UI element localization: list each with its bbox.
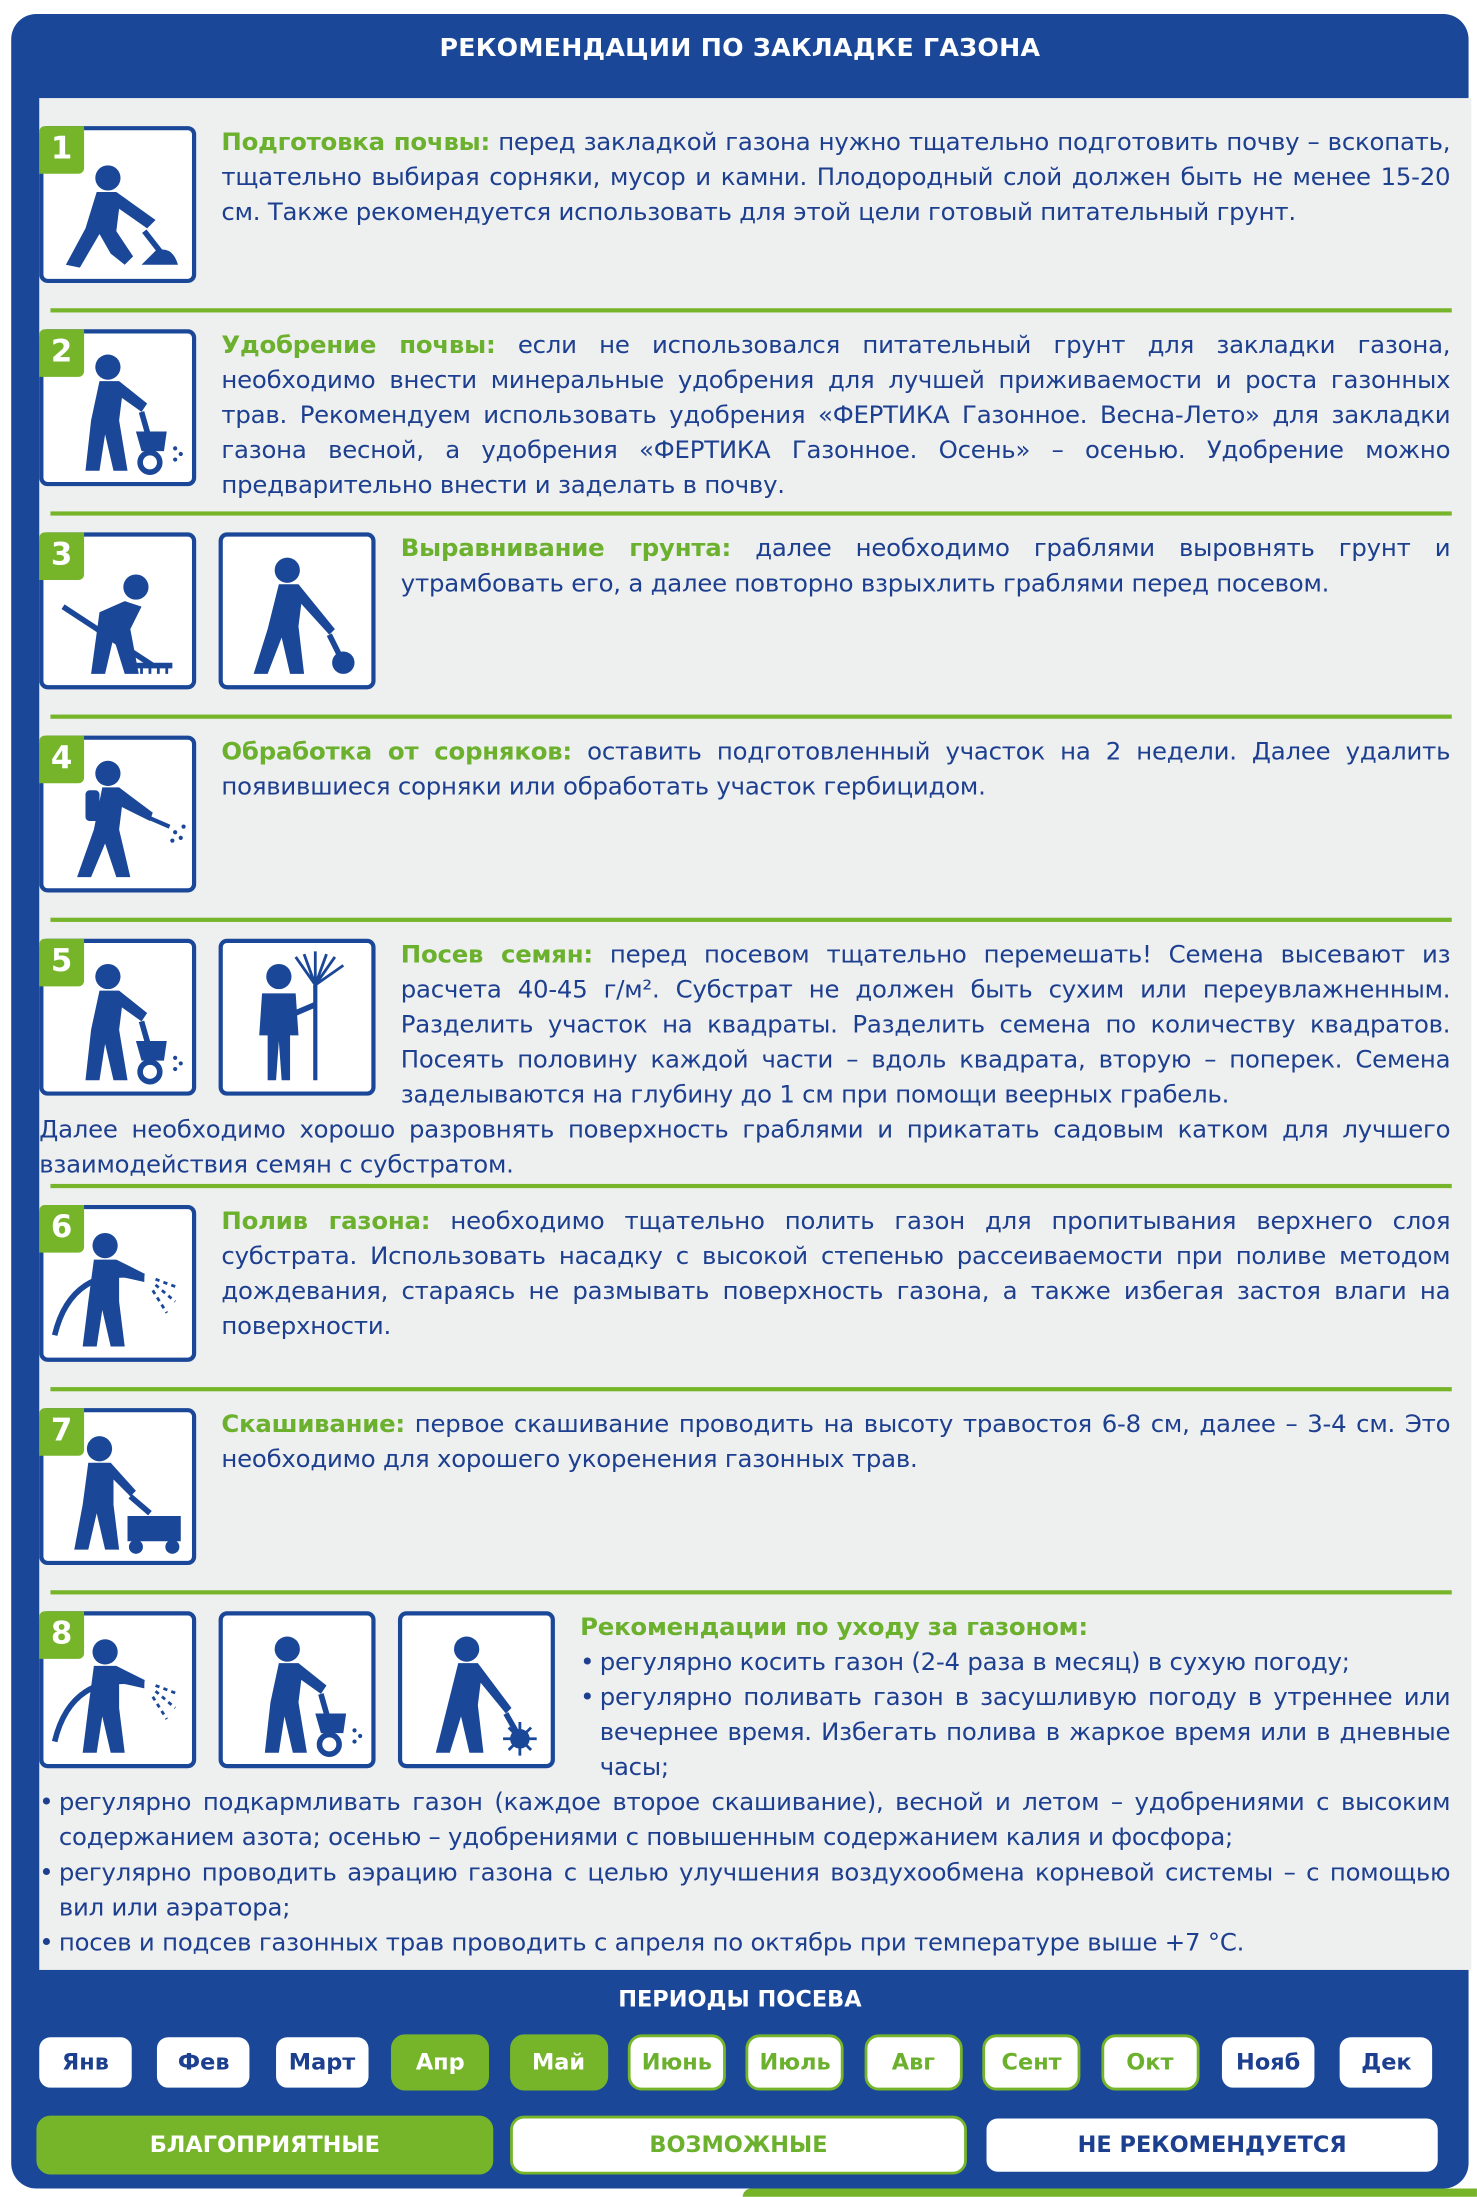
step-body: если не использовался питательный грунт для закладки газона, необходимо внести минеральные удобрения для лучшей приживаемости и роста газонных трав. Рекомендуем использовать удобрения «ФЕРТИКА Газонное. Весна-Лето» для закладки газона весной, а удобрения «ФЕРТИКА Газонное. Осень» – осенью. Удобрение можно предварительно внести и заделать в почву. xyxy=(221,332,1451,501)
step-heading: Рекомендации по уходу за газоном: xyxy=(580,1614,1088,1643)
step-heading: Скашивание: xyxy=(221,1410,405,1439)
step-body: первое скашивание проводить на высоту травостоя 6-8 см, далее – 3-4 см. Это необходимо для хорошего укоренения газонных трав. xyxy=(221,1410,1451,1474)
raking-person-icon xyxy=(43,537,192,686)
care-list-bottom xyxy=(39,1786,1450,1961)
month-4: Апр xyxy=(391,2034,489,2090)
legend-not-recommended: НЕ РЕКОМЕНДУЕТСЯ xyxy=(984,2116,1441,2175)
step-text xyxy=(580,1611,1450,1786)
divider xyxy=(50,308,1451,312)
list-item: • регулярно поливать газон в засушливую погоду в утреннее или вечернее время. Избегать полива в жаркое время или в дневные часы; xyxy=(580,1681,1450,1786)
legend-possible: ВОЗМОЖНЫЕ xyxy=(510,2116,967,2175)
step-number: 1 xyxy=(39,126,84,174)
step-heading: Удобрение почвы: xyxy=(221,332,496,361)
step-body: необходимо тщательно полить газон для пропитывания верхнего слоя субстрата. Использовать насадку с высокой степенью рассеиваемости при поливе методом дождевания, стараясь не размывать поверхность газона, а также избегая застоя влаги на поверхности. xyxy=(221,1207,1451,1341)
month-9: Сент xyxy=(983,2034,1081,2090)
month-3: Март xyxy=(273,2034,371,2090)
fan-rake-person-icon xyxy=(223,943,372,1092)
divider xyxy=(50,1590,1451,1594)
step-text xyxy=(221,1205,1450,1345)
seeder-person-icon xyxy=(43,943,192,1092)
steps-panel xyxy=(39,98,1471,1970)
list-item: • посев и подсев газонных трав проводить с апреля по октябрь при температуре выше +7 °C. xyxy=(39,1927,1450,1962)
bottom-accent xyxy=(743,2189,1477,2197)
step-text xyxy=(401,939,1451,1114)
month-1: Янв xyxy=(36,2034,134,2090)
roller-person-icon xyxy=(223,537,372,686)
divider xyxy=(50,1184,1451,1188)
step-number: 5 xyxy=(39,939,84,987)
step-number: 6 xyxy=(39,1205,84,1253)
step-icon-box xyxy=(39,939,196,1096)
month-2: Фев xyxy=(155,2034,253,2090)
watering-person-icon xyxy=(43,1209,192,1358)
step-icon-box xyxy=(39,1408,196,1565)
spreader-person-icon xyxy=(43,333,192,482)
month-7: Июль xyxy=(746,2034,844,2090)
step-icon-box xyxy=(39,329,196,486)
divider xyxy=(50,1387,1451,1391)
step-body: оставить подготовленный участок на 2 недели. Далее удалить появившиеся сорняки или обработать участок гербицидом. xyxy=(221,738,1451,802)
step-text xyxy=(221,126,1450,231)
page-title: РЕКОМЕНДАЦИИ ПО ЗАКЛАДКЕ ГАЗОНА xyxy=(439,33,1041,64)
step-number: 3 xyxy=(39,532,84,580)
step-icon-box xyxy=(39,532,196,689)
care-list-top xyxy=(580,1646,1450,1786)
month-11: Нояб xyxy=(1219,2034,1317,2090)
list-item: • регулярно косить газон (2-4 раза в месяц) в сухую погоду; xyxy=(580,1646,1450,1681)
periods-title: ПЕРИОДЫ ПОСЕВА xyxy=(618,1985,862,2012)
step-icon-box xyxy=(219,1611,376,1768)
digging-person-icon xyxy=(43,130,192,279)
step-icon-box xyxy=(219,939,376,1096)
step-body: далее необходимо граблями выровнять грунт и утрамбовать его, а далее повторно взрыхлить граблями перед посевом. xyxy=(400,535,1451,599)
step-icon-box xyxy=(39,736,196,893)
month-8: Авг xyxy=(864,2034,962,2090)
month-12: Дек xyxy=(1337,2034,1435,2090)
month-10: Окт xyxy=(1101,2034,1199,2090)
step-number: 4 xyxy=(39,736,84,784)
step-heading: Полив газона: xyxy=(221,1207,431,1236)
step-icon-box xyxy=(39,1205,196,1362)
aerator-person-icon xyxy=(402,1615,551,1764)
step-number: 8 xyxy=(39,1611,84,1659)
sprayer-person-icon xyxy=(43,740,192,889)
step-number: 7 xyxy=(39,1408,84,1456)
watering-person-icon xyxy=(43,1615,192,1764)
step-icon-box xyxy=(39,126,196,283)
step-number: 2 xyxy=(39,329,84,377)
divider xyxy=(50,511,1451,515)
step-text-continued xyxy=(39,1786,1450,1961)
list-item: • регулярно проводить аэрацию газона с целью улучшения воздухообмена корневой системы – с помощью вил или аэратора; xyxy=(39,1856,1450,1926)
step-text xyxy=(221,736,1450,806)
blue-frame xyxy=(11,14,1468,2189)
step-heading: Выравнивание грунта: xyxy=(400,535,732,564)
divider xyxy=(50,715,1451,719)
step-text xyxy=(221,1408,1450,1478)
mowing-person-icon xyxy=(43,1412,192,1561)
step-text xyxy=(401,532,1451,602)
step-icon-box xyxy=(39,1611,196,1768)
step-heading: Подготовка почвы: xyxy=(221,128,491,157)
step-icon-box xyxy=(398,1611,555,1768)
step-text-continued: Далее необходимо хорошо разровнять поверхность граблями и прикатать садовым катком для лучшего взаимодействия семян с субстратом. xyxy=(39,1116,1451,1180)
list-item: • регулярно подкармливать газон (каждое второе скашивание), весной и летом – удобрениями с высоким содержанием азота; осенью – удобрениями с повышенным содержанием калия и фосфора; xyxy=(39,1786,1450,1856)
step-body: перед посевом тщательно перемешать! Семена высевают из расчета 40-45 г/м². Субстрат не должен быть сухим или переувлажненным. Разделить участок на квадраты. Разделить семена по количеству квадратов. Посеять половину каждой части – вдоль квадрата, вторую – поперек. Семена заделываются на глубину до 1 см при помощи веерных грабель. xyxy=(400,941,1451,1110)
month-6: Июнь xyxy=(628,2034,726,2090)
step-heading: Посев семян: xyxy=(400,941,593,970)
step-icon-box xyxy=(219,532,376,689)
step-text xyxy=(221,329,1450,504)
legend-favorable: БЛАГОПРИЯТНЫЕ xyxy=(36,2116,493,2175)
divider xyxy=(50,918,1451,922)
spreader-person-icon xyxy=(223,1615,372,1764)
step-heading: Обработка от сорняков: xyxy=(221,738,572,767)
month-5: Май xyxy=(510,2034,608,2090)
step-body: перед закладкой газона нужно тщательно подготовить почву – вскопать, тщательно выбирая сорняки, мусор и камни. Плодородный слой должен быть не менее 15-20 см. Также рекомендуется использовать для этой цели готовый питательный грунт. xyxy=(221,128,1451,227)
